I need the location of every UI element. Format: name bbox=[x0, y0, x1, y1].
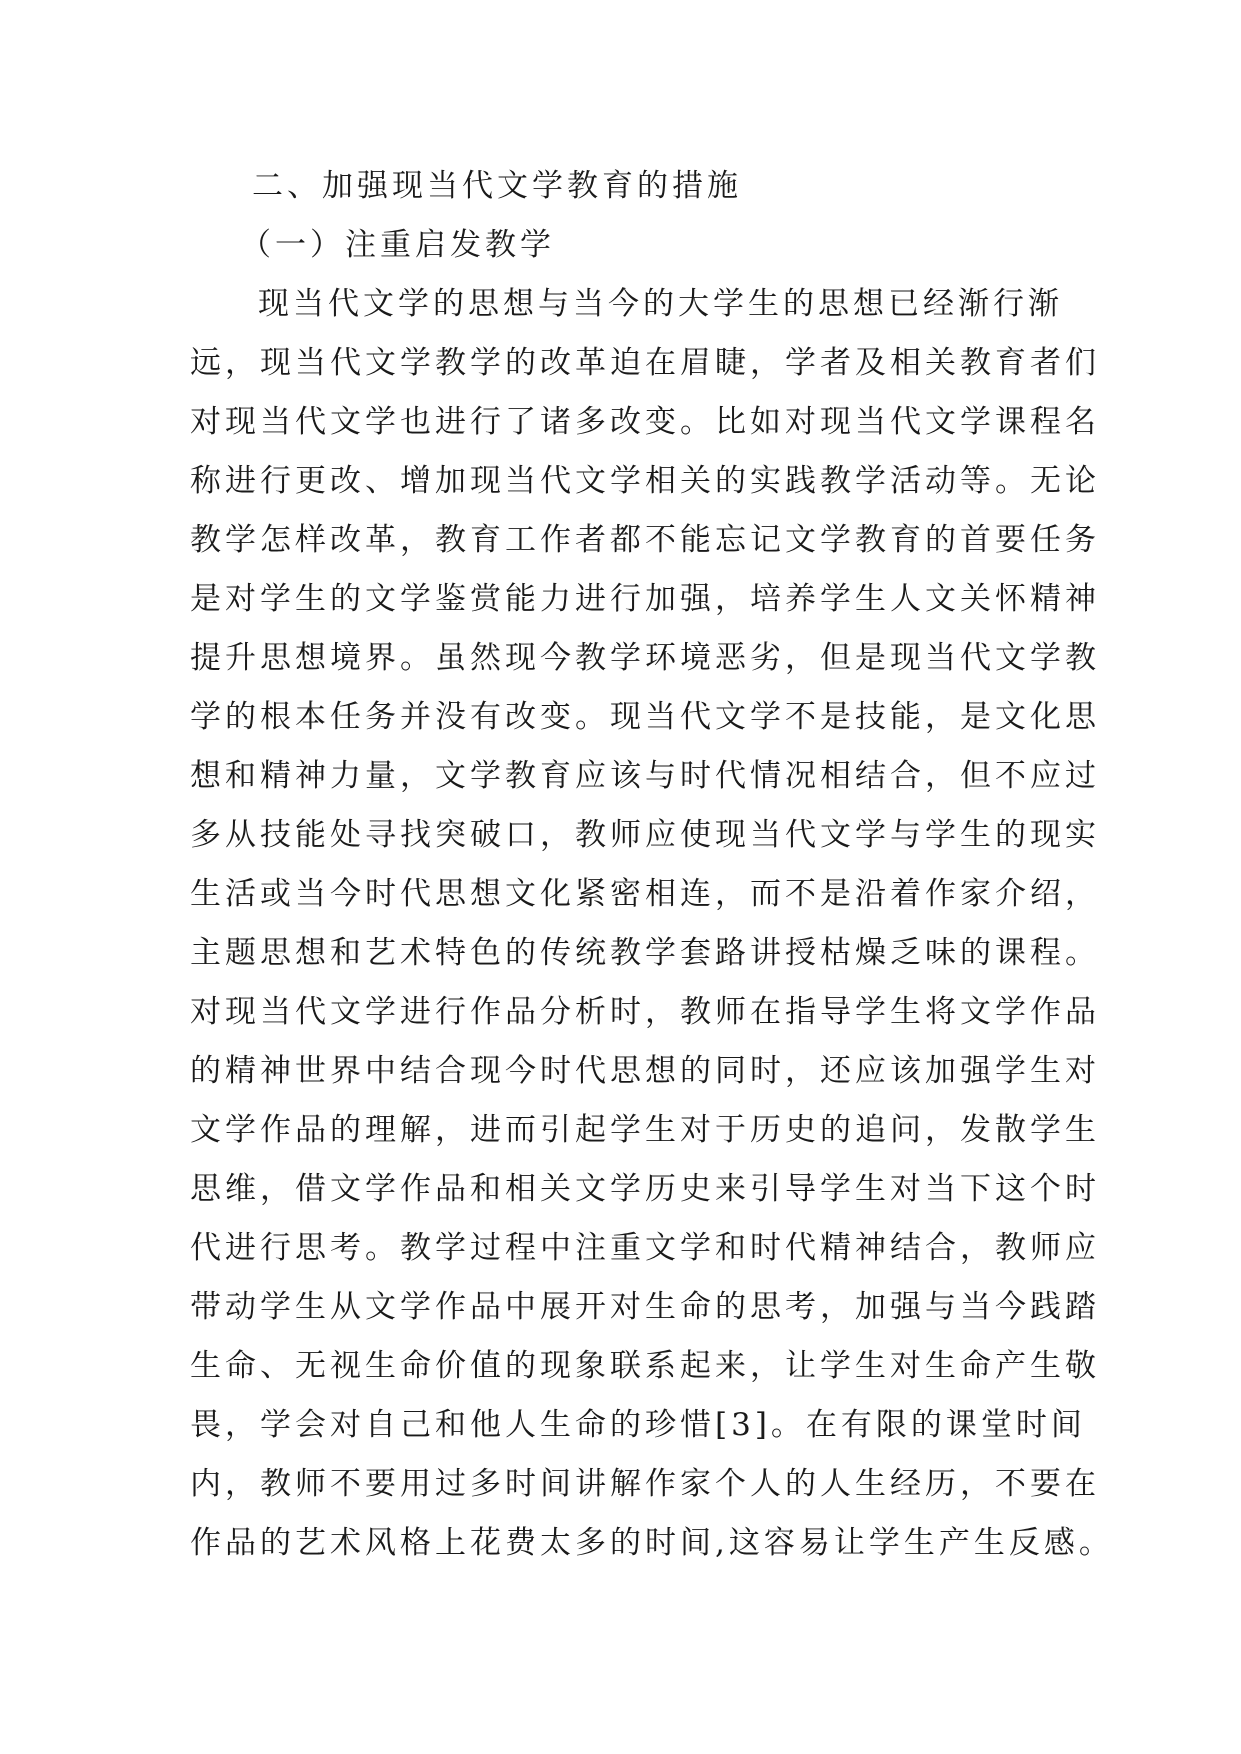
paragraph-line: 称进行更改、增加现当代文学相关的实践教学活动等。无论 bbox=[190, 463, 1100, 499]
paragraph-line: 畏，学会对自己和他人生命的珍惜[3]。在有限的课堂时间 bbox=[190, 1407, 1086, 1443]
paragraph-line: 想和精神力量，文学教育应该与时代情况相结合，但不应过 bbox=[190, 758, 1100, 794]
paragraph bbox=[190, 275, 1114, 1573]
paragraph-line: 生命、无视生命价值的现象联系起来，让学生对生命产生敬 bbox=[190, 1348, 1100, 1384]
document-body bbox=[190, 157, 1114, 1573]
subsection-heading: （一）注重启发教学 bbox=[240, 227, 555, 263]
paragraph-line: 带动学生从文学作品中展开对生命的思考，加强与当今践踏 bbox=[190, 1289, 1100, 1325]
section-heading: 二、加强现当代文学教育的措施 bbox=[252, 168, 742, 204]
paragraph-line: 对现当代文学进行作品分析时，教师在指导学生将文学作品 bbox=[190, 994, 1100, 1030]
paragraph-line: 远，现当代文学教学的改革迫在眉睫，学者及相关教育者们 bbox=[190, 345, 1100, 381]
paragraph-line: 主题思想和艺术特色的传统教学套路讲授枯燥乏味的课程。 bbox=[190, 935, 1100, 971]
paragraph-line: 思维，借文学作品和相关文学历史来引导学生对当下这个时 bbox=[190, 1171, 1100, 1207]
paragraph-line: 代进行思考。教学过程中注重文学和时代精神结合，教师应 bbox=[190, 1230, 1100, 1266]
paragraph-line: 作品的艺术风格上花费太多的时间,这容易让学生产生反感。 bbox=[190, 1525, 1114, 1561]
paragraph-line: 对现当代文学也进行了诸多改变。比如对现当代文学课程名 bbox=[190, 404, 1100, 440]
paragraph-line: 多从技能处寻找突破口，教师应使现当代文学与学生的现实 bbox=[190, 817, 1100, 853]
paragraph-line: 的精神世界中结合现今时代思想的同时，还应该加强学生对 bbox=[190, 1053, 1100, 1089]
paragraph-line: 文学作品的理解，进而引起学生对于历史的追问，发散学生 bbox=[190, 1112, 1100, 1148]
paragraph-line: 学的根本任务并没有改变。现当代文学不是技能，是文化思 bbox=[190, 699, 1100, 735]
paragraph-line: 是对学生的文学鉴赏能力进行加强，培养学生人文关怀精神 bbox=[190, 581, 1100, 617]
paragraph-line: 现当代文学的思想与当今的大学生的思想已经渐行渐 bbox=[258, 286, 1063, 322]
paragraph-line: 教学怎样改革，教育工作者都不能忘记文学教育的首要任务 bbox=[190, 522, 1100, 558]
paragraph-line: 提升思想境界。虽然现今教学环境恶劣，但是现当代文学教 bbox=[190, 640, 1100, 676]
paragraph-line: 内，教师不要用过多时间讲解作家个人的人生经历，不要在 bbox=[190, 1466, 1100, 1502]
paragraph-line: 生活或当今时代思想文化紧密相连，而不是沿着作家介绍， bbox=[190, 876, 1100, 912]
